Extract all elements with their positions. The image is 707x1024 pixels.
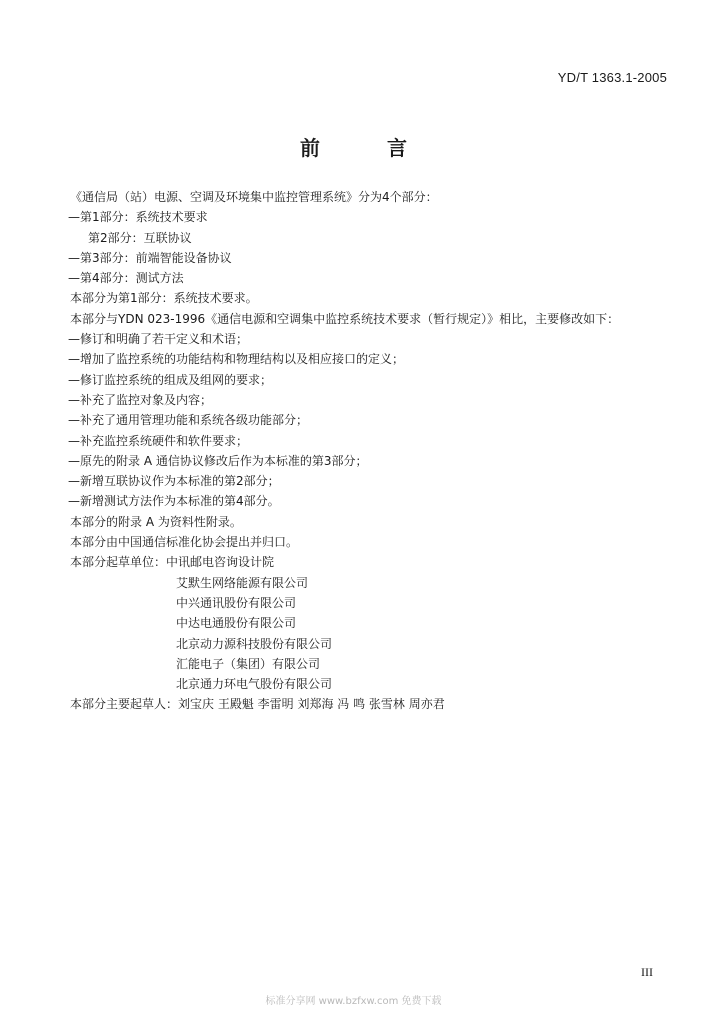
part-3-item: —第3部分：前端智能设备协议 [68, 250, 232, 265]
page-title: 前 言 [300, 136, 437, 160]
part-4-item: —第4部分：测试方法 [68, 271, 184, 286]
drafting-unit: 北京动力源科技股份有限公司 [176, 636, 333, 651]
proposer-statement: 本部分由中国通信标准化协会提出并归口。 [70, 535, 299, 550]
change-item: —新增互联协议作为本标准的第2部分； [68, 474, 280, 489]
annex-statement: 本部分的附录 A 为资料性附录。 [70, 514, 242, 529]
page-number: III [641, 965, 653, 979]
document-body [70, 187, 670, 715]
drafting-unit: 中兴通讯股份有限公司 [176, 595, 297, 610]
watermark: 标准分享网 www.bzfxw.com 免费下载 [265, 996, 442, 1007]
drafting-unit: 艾默生网络能源有限公司 [176, 575, 309, 590]
drafting-unit: 北京通力环电气股份有限公司 [176, 677, 333, 692]
drafting-units-heading: 本部分起草单位：中讯邮电咨询设计院 [70, 555, 275, 570]
scope-statement: 本部分为第1部分：系统技术要求。 [70, 291, 258, 306]
change-item: —修订和明确了若干定义和术语； [68, 332, 249, 347]
change-item: —增加了监控系统的功能结构和物理结构以及相应接口的定义； [68, 352, 405, 367]
change-item: —新增测试方法作为本标准的第4部分。 [68, 494, 280, 509]
intro-line: 《通信局（站）电源、空调及环境集中监控管理系统》分为4个部分： [70, 190, 438, 204]
standard-code: YD/T 1363.1-2005 [557, 70, 667, 85]
comparison-statement: 本部分与YDN 023-1996《通信电源和空调集中监控系统技术要求（暂行规定）》相比，主要修改如下： [70, 311, 620, 326]
drafters-statement: 本部分主要起草人：刘宝庆 王殿魁 李雷明 刘郑海 冯 鸣 张雪林 周亦君 [70, 697, 445, 712]
drafting-unit: 中达电通股份有限公司 [176, 616, 297, 631]
change-item: —修订监控系统的组成及组网的要求； [68, 372, 273, 387]
change-item: —补充了监控对象及内容； [68, 392, 213, 407]
part-1-item: —第1部分：系统技术要求 [68, 210, 208, 225]
change-item: —补充监控系统硬件和软件要求； [68, 433, 249, 448]
drafting-unit: 汇能电子（集团）有限公司 [176, 656, 321, 671]
change-item: —原先的附录 A 通信协议修改后作为本标准的第3部分； [68, 453, 368, 468]
change-item: —补充了通用管理功能和系统各级功能部分； [68, 413, 309, 428]
part-2-item: 第2部分：互联协议 [88, 230, 192, 245]
